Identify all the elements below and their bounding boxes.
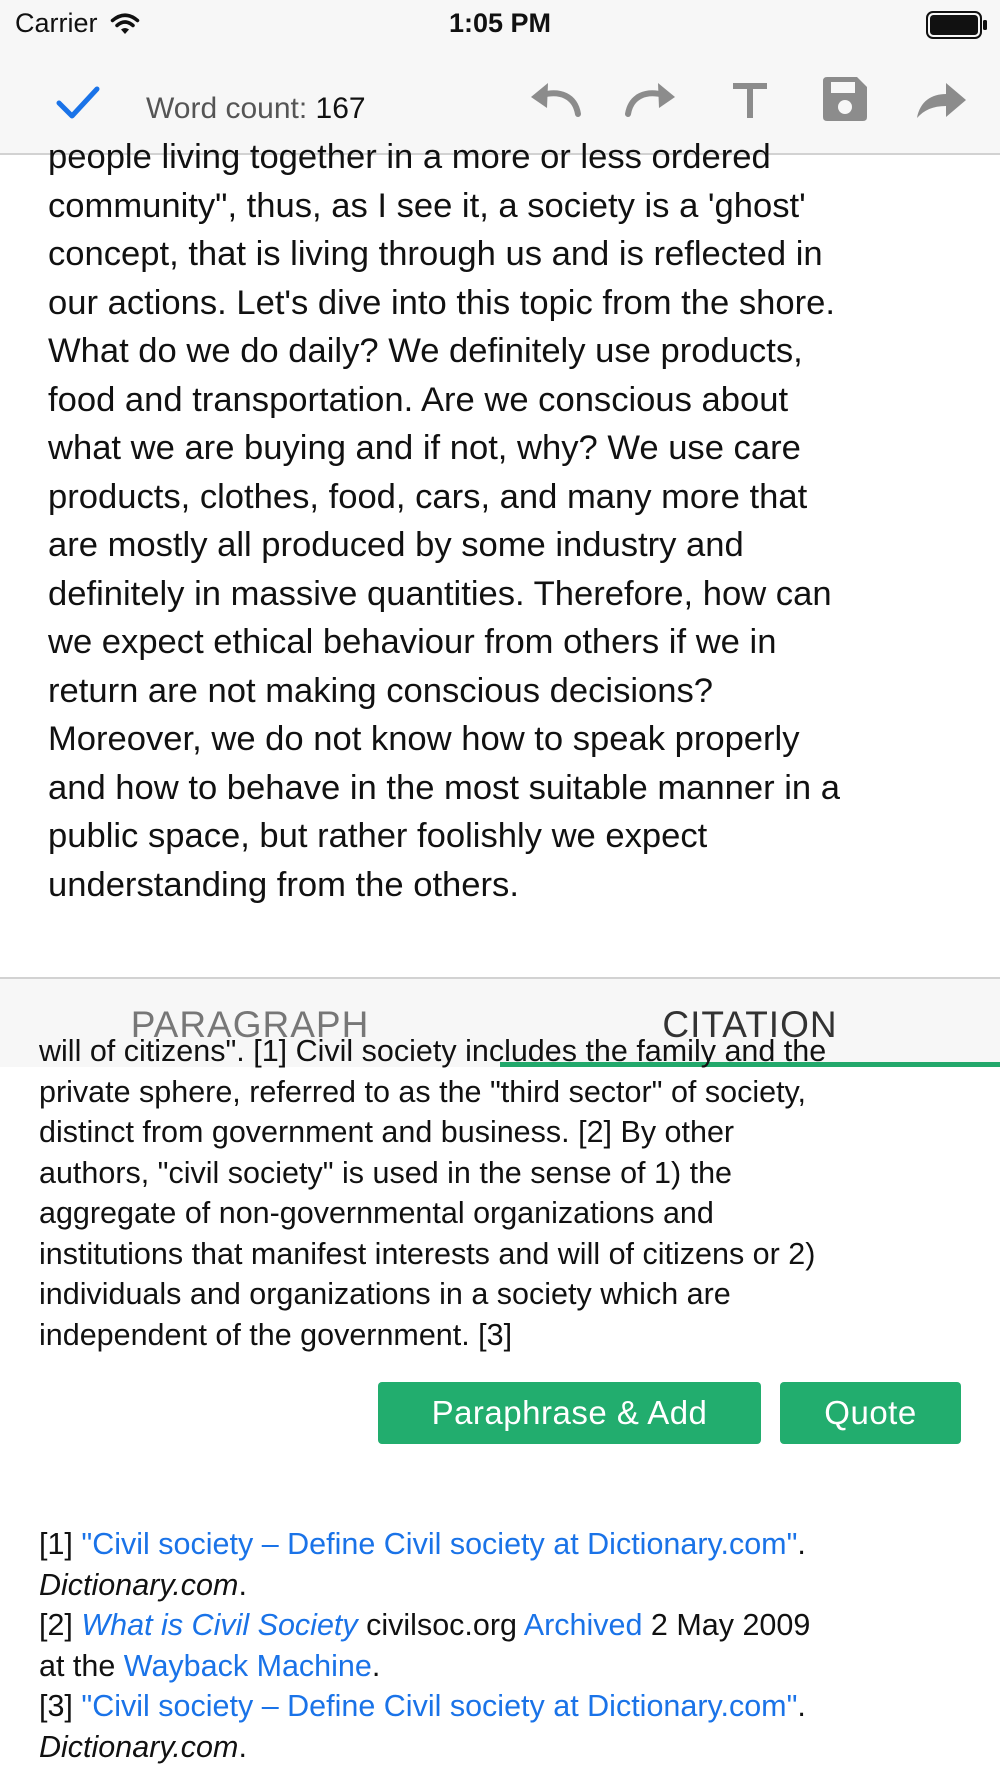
citation-line: aggregate of non-governmental organizations and [39, 1196, 714, 1230]
paraphrase-add-button[interactable]: Paraphrase & Add [378, 1382, 761, 1444]
paragraph-line: we expect ethical behaviour from others if we in [48, 623, 777, 661]
paragraph-editor[interactable] [0, 138, 1000, 977]
wayback-machine-link[interactable]: Wayback Machine [123, 1648, 372, 1683]
citation-line: private sphere, referred to as the "third sector" of society, [39, 1074, 806, 1109]
reference-source-line [39, 1727, 994, 1768]
paragraph-line: what we are buying and if not, why? We use care [48, 429, 801, 467]
quote-button[interactable]: Quote [780, 1382, 961, 1444]
paragraph-line: food and transportation. Are we conscious about [48, 380, 789, 419]
citation-line: will of citizens". [1] Civil society includes the family and the [39, 1034, 827, 1068]
citation-text [39, 1031, 989, 1355]
reference-number: [1] [39, 1527, 82, 1561]
paragraph-line: public space, but rather foolishly we expect [48, 817, 708, 855]
reference-source: Dictionary.com [39, 1567, 239, 1602]
reference-link[interactable]: "Civil society – Define Civil society at Dictionary.com" [81, 1689, 798, 1723]
status-bar [0, 0, 1000, 50]
tab-paragraph[interactable]: PARAGRAPH [130, 1004, 370, 1045]
reference-number: [2] [39, 1608, 82, 1642]
carrier-label: Carrier [15, 8, 98, 38]
battery-icon [926, 11, 988, 39]
reference-link[interactable]: "Civil society – Define Civil society at Dictionary.com" [81, 1527, 798, 1561]
paragraph-line: our actions. Let's dive into this topic from the shore. [48, 283, 835, 322]
reference-date: 2 May 2009 [642, 1608, 811, 1642]
tab-citation[interactable]: CITATION [662, 1004, 838, 1045]
citation-line: authors, "civil society" is used in the sense of 1) the [39, 1155, 732, 1190]
word-count-value: 167 [315, 92, 366, 125]
text-format-icon [730, 80, 770, 120]
reference-source-line [39, 1565, 994, 1606]
paragraph-text [48, 133, 978, 909]
paragraph-line: return are not making conscious decisions? [48, 671, 714, 710]
share-button[interactable] [912, 74, 970, 126]
paragraph-line: understanding from the others. [48, 865, 519, 904]
paragraph-line: are mostly all produced by some industry and [48, 526, 744, 564]
reference-punct: . [797, 1689, 806, 1723]
paragraph-line: definitely in massive quantities. Therefore, how can [48, 574, 832, 613]
paragraph-line: and how to behave in the most suitable manner in a [48, 768, 840, 807]
reference-link[interactable]: What is Civil Society [81, 1608, 358, 1642]
paragraph-line: community", thus, as I see it, a society is a 'ghost' [48, 186, 806, 225]
reference-continuation [39, 1646, 994, 1687]
paragraph-line: Moreover, we do not know how to speak properly [48, 720, 800, 758]
reference-source: Dictionary.com [39, 1729, 239, 1764]
reference-number: [3] [39, 1689, 82, 1723]
references-list [39, 1524, 994, 1767]
reference-punct: . [238, 1729, 247, 1764]
save-icon [822, 76, 868, 122]
reference-text: at the [39, 1648, 124, 1683]
citation-pane[interactable] [0, 1034, 1000, 1778]
paragraph-line: products, clothes, food, cars, and many more that [48, 477, 808, 516]
reference-item [39, 1686, 994, 1727]
redo-button[interactable] [622, 74, 680, 126]
status-time: 1:05 PM [448, 8, 552, 38]
done-button[interactable] [52, 80, 104, 126]
reference-punct: . [797, 1527, 806, 1561]
reference-item [39, 1605, 994, 1646]
undo-button[interactable] [526, 74, 584, 126]
word-count [146, 92, 366, 126]
paragraph-line: concept, that is living through us and is reflected in [48, 235, 823, 273]
undo-icon [528, 80, 582, 120]
share-icon [914, 79, 968, 121]
citation-line: individuals and organizations in a society which are [39, 1277, 731, 1311]
redo-icon [624, 80, 678, 120]
citation-line: independent of the government. [3] [39, 1317, 513, 1352]
reference-item [39, 1524, 994, 1565]
word-count-label: Word count: [146, 92, 308, 125]
text-format-button[interactable] [726, 74, 774, 126]
save-button[interactable] [818, 72, 872, 126]
checkmark-icon [55, 83, 101, 123]
reference-text: civilsoc.org [357, 1608, 524, 1642]
archived-link[interactable]: Archived [523, 1608, 643, 1642]
reference-punct: . [238, 1567, 247, 1602]
paragraph-line: people living together in a more or less ordered [48, 138, 771, 176]
citation-line: distinct from government and business. [2] By other [39, 1115, 735, 1149]
citation-line: institutions that manifest interests and will of citizens or 2) [39, 1236, 816, 1271]
paragraph-line: What do we do daily? We definitely use products, [48, 332, 803, 370]
reference-punct: . [371, 1648, 381, 1683]
